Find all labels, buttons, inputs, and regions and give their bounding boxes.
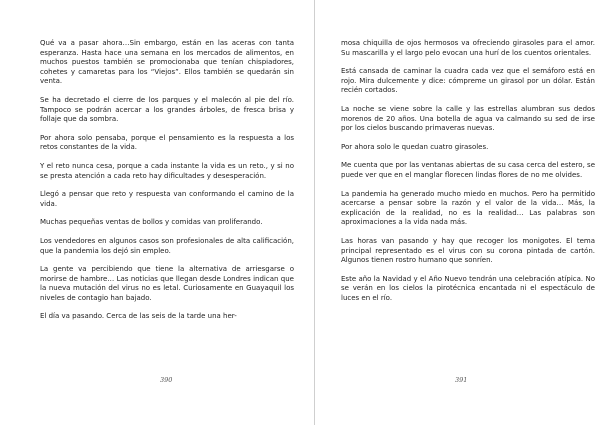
- right-page: [341, 39, 595, 312]
- page-number-right: 391: [455, 376, 468, 384]
- page-number-left: 390: [160, 376, 173, 384]
- book-gutter: [314, 0, 315, 425]
- paragraph: Este año la Navidad y el Año Nuevo tendrán una celebración atípica. No se verán en los cielos la pirotécnica encantada ni el espectáculo de luces en el río.: [341, 274, 595, 302]
- paragraph: Qué va a pasar ahora…Sin embargo, están en las aceras con tanta esperanza. Hasta hace una semana en los mercados de alimentos, en muchos puestos también se promocionaba que tenían chispiadores, cohetes y camaretas para los “Viejos”. Ellos también se quedarán sin venta.: [40, 39, 294, 86]
- paragraph: Se ha decretado el cierre de los parques y el malecón al pie del río. Tampoco se podrán acercar a los grandes árboles, de fresca brisa y follaje que da sombra.: [40, 95, 294, 124]
- paragraph: El día va pasando. Cerca de las seis de la tarde una her-: [40, 312, 237, 321]
- paragraph: Y el reto nunca cesa, porque a cada instante la vida es un reto., y si no se presta atención a cada reto hay dificultades y desesperación.: [40, 161, 294, 180]
- paragraph: mosa chiquilla de ojos hermosos va ofreciendo girasoles para el amor. Su mascarilla y el largo pelo evocan una hurí de los cuentos orientales.: [341, 39, 595, 57]
- paragraph: Los vendedores en algunos casos son profesionales de alta calificación, que la pandemia los dejó sin empleo.: [40, 236, 294, 255]
- paragraph: La gente va percibiendo que tiene la alternativa de arriesgarse o morirse de hambre… Las noticias que llegan desde Londres indican que la nueva mutación del virus no es letal. Curiosamente en Guayaquil los niveles de contagio han bajado.: [40, 265, 294, 302]
- paragraph: Muchas pequeñas ventas de bollos y comidas van proliferando.: [40, 218, 263, 227]
- paragraph: Llegó a pensar que reto y respuesta van conformando el camino de la vida.: [40, 190, 294, 208]
- left-page: [40, 39, 294, 331]
- paragraph: Por ahora solo pensaba, porque el pensamiento es la respuesta a los retos constantes de la vida.: [40, 133, 294, 152]
- paragraph: La noche se viene sobre la calle y las estrellas alumbran sus dedos morenos de 20 años. Una botella de agua va calmando su sed de irse por los cielos buscando primaveras nuevas.: [341, 104, 595, 133]
- paragraph: La pandemia ha generado mucho miedo en muchos. Pero ha permitido acercarse a pensar sobre la razón y el valor de la vida… Más, la explicación de la realidad, no es la realidad… Las palabras son aproximaciones a la vida nada más.: [341, 189, 595, 227]
- paragraph: Por ahora solo le quedan cuatro girasoles.: [341, 142, 489, 151]
- paragraph: Está cansada de caminar la cuadra cada vez que el semáforo está en rojo. Mira dulcemente y dice: cómpreme un girasol por un dólar. Están recién cortados.: [341, 67, 595, 95]
- paragraph: Me cuenta que por las ventanas abiertas de su casa cerca del estero, se puede ver que en el manglar florecen lindas flores de no me olvides.: [341, 161, 595, 179]
- paragraph: Las horas van pasando y hay que recoger los monigotes. El tema principal representado es el virus con su corona pintada de cartón. Algunos tienen rostro humano que sonríen.: [341, 236, 595, 265]
